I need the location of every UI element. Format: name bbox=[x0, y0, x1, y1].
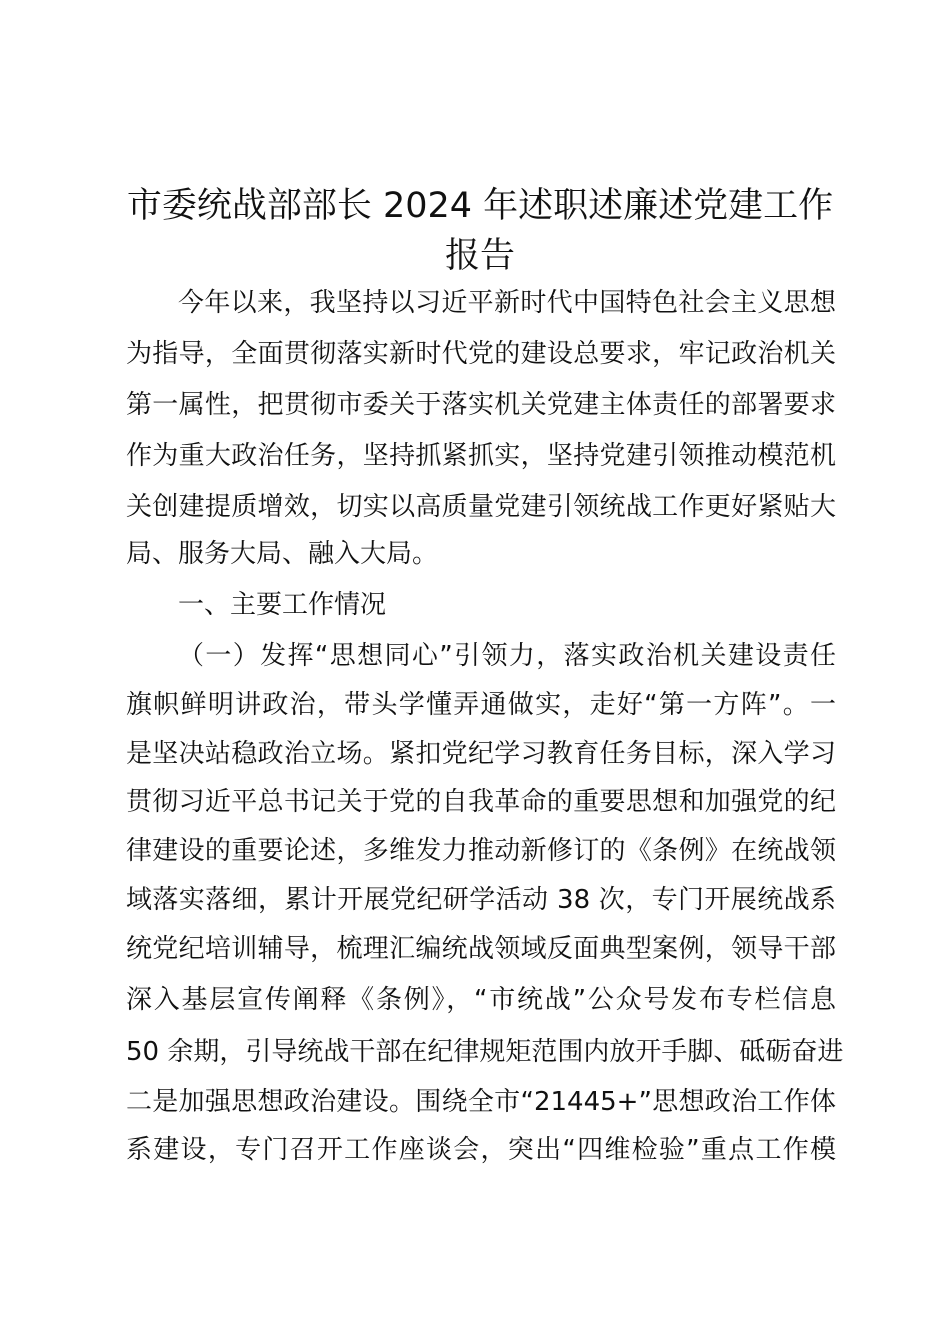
body-line-8: 深入基层宣传阐释《条例》，“市统战”公众号发布专栏信息 bbox=[126, 985, 836, 1015]
body-line-6: 域落实落细，累计开展党纪研学活动 38 次，专门开展统战系 bbox=[126, 885, 836, 915]
body-line-9: 50 余期，引导统战干部在纪律规矩范围内放开手脚、砥砺奋进 bbox=[126, 1037, 844, 1067]
intro-line-4: 作为重大政治任务，坚持抓紧抓实，坚持党建引领推动模范机 bbox=[126, 441, 836, 471]
body-line-4: 贯彻习近平总书记关于党的自我革命的重要思想和加强党的纪 bbox=[126, 787, 836, 817]
document-title-line-2: 报告 bbox=[444, 236, 515, 276]
document-title-line-1: 市委统战部部长 2024 年述职述廉述党建工作 bbox=[126, 186, 834, 226]
intro-line-5: 关创建提质增效，切实以高质量党建引领统战工作更好紧贴大 bbox=[126, 492, 836, 522]
body-line-2: 旗帜鲜明讲政治，带头学懂弄通做实，走好“第一方阵”。一 bbox=[126, 690, 836, 720]
intro-line-3: 第一属性，把贯彻市委关于落实机关党建主体责任的部署要求 bbox=[126, 390, 836, 420]
intro-line-1: 今年以来，我坚持以习近平新时代中国特色社会主义思想 bbox=[178, 288, 836, 318]
body-line-11: 系建设，专门召开工作座谈会，突出“四维检验”重点工作模 bbox=[126, 1135, 836, 1165]
body-line-3: 是坚决站稳政治立场。紧扣党纪学习教育任务目标，深入学习 bbox=[126, 739, 836, 769]
intro-line-6: 局、服务大局、融入大局。 bbox=[126, 539, 439, 569]
body-line-7: 统党纪培训辅导，梳理汇编统战领域反面典型案例，领导干部 bbox=[126, 934, 836, 964]
intro-line-2: 为指导，全面贯彻落实新时代党的建设总要求，牢记政治机关 bbox=[126, 339, 836, 369]
body-line-1: （一）发挥“思想同心”引领力，落实政治机关建设责任 bbox=[178, 641, 836, 671]
section-heading: 一、主要工作情况 bbox=[178, 590, 387, 620]
body-line-10: 二是加强思想政治建设。围绕全市“21445+”思想政治工作体 bbox=[126, 1087, 836, 1117]
body-line-5: 律建设的重要论述，多维发力推动新修订的《条例》在统战领 bbox=[126, 836, 836, 866]
